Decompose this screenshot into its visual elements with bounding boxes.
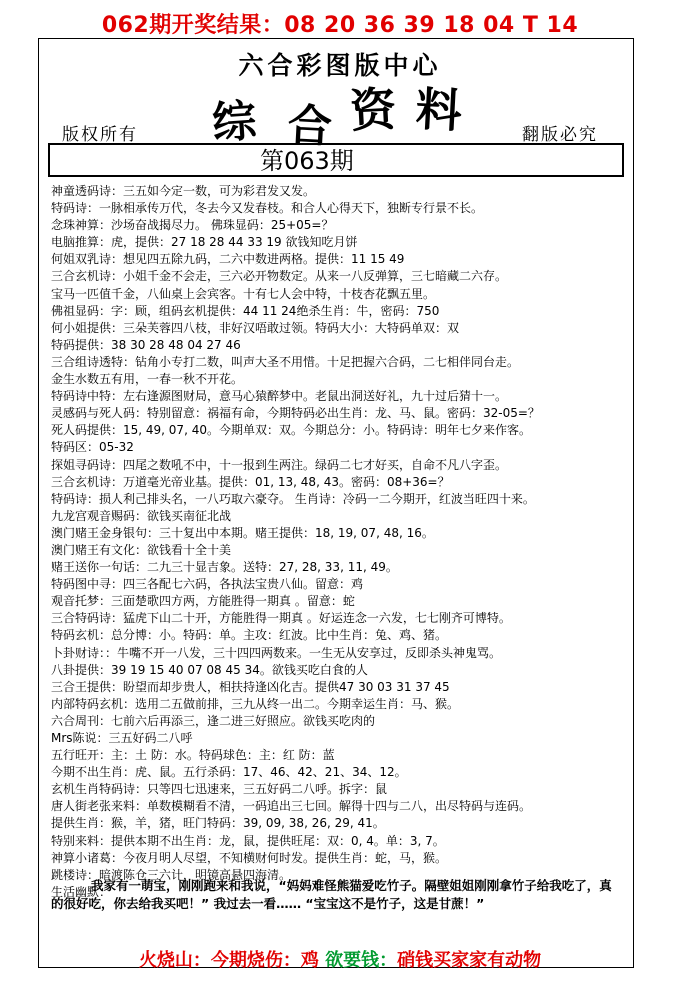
tip-line: 特码玄机：总分博：小。特码：单。主攻：红波。比中生肖：兔、鸡、猪。 [51,628,448,643]
tip-line: 探姐寻码诗：四尾之数吼不中，十一报到生两注。绿码二七才好买，自命不凡八字歪。 [51,457,508,472]
tips-list [51,183,627,901]
footer-slogan [0,946,680,972]
tip-line: 金生水数五有用，一春一秋不开花。 [51,372,244,387]
tip-line: 卜卦财诗：：牛嘴不开一八发，三十四四两数来。一生无从安享过，反即杀头神鬼骂。 [51,645,502,660]
tip-line: 三合玄机诗：万道毫光帝业基。提供：01, 13, 48, 43。密码：08+36=？ [51,474,450,489]
big-title-char-2: 合 [286,99,334,154]
tip-line: 赌王送你一句话：二九三十显吉象。送特：27, 28, 33, 11, 49。 [51,560,398,575]
tip-line: 特码诗：损人利己排头名，一八巧取六豪夺。 生肖诗：冷码一二今期开，红波当旺四十来。 [51,491,535,506]
tip-line: 三合组诗透特：钻角小专打二数，叫声大圣不用惜。十足把握六合码，二七相伴同台走。 [51,354,520,369]
tip-line: 三合王提供：盼望而却步贵人，相扶持逢凶化吉。提供47 30 03 31 37 45 [51,679,450,694]
tip-line: 电脑推算：虎，提供：27 18 28 44 33 19 欲钱知吃月饼 [51,235,358,250]
tip-line: 五行旺开：主：土 防：水。特码球色：主：红 防：蓝 [51,748,335,763]
tip-line: 特码诗中特：左右逢源图财局，意马心猿醉梦中。老鼠出洞送好礼，九十过后猜十一。 [51,389,508,404]
tip-line: 何姐双乳诗：想见四五除九码，二六中数进两格。提供：11 15 49 [51,252,405,267]
tip-line: 提供生肖：猴，羊，猪，旺门特码：39, 09, 38, 26, 29, 41。 [51,816,385,831]
copyright-right: 翻版必究 [522,125,598,145]
tip-line: 宝马一匹值千金，八仙桌上会宾客。十有七人会中特，十枝杏花飘五里。 [51,286,436,301]
tip-line: Mrs陈说：三五好码二八呼 [51,731,193,745]
tip-line: 今期不出生肖：虎、鼠。五行杀码：17、46、42、21、34、12。 [51,765,407,780]
humor-story: 我家有一萌宝，刚刚跑来和我说，“妈妈难怪熊猫爱吃竹子。隔壁姐姐刚刚拿竹子给我吃了，真的很好吃，你去给我买吧！” 我过去一看…… “宝宝这不是竹子，这是甘蔗！” [51,878,612,911]
tip-line: 内部特码玄机：选用二五做前排，三九从终一出二。今期幸运生肖：马、猴。 [51,696,460,711]
tip-line: 何小姐提供：三朵芙蓉四八枝，非好汉唔敢过领。特码大小：大特码单双：双 [51,320,460,335]
tip-line: 六合周刊：七前六后再添三，逢二进三好照应。欲钱买吃肉的 [51,713,376,728]
issue-box [48,143,624,177]
tip-line: 观音托梦：三面楚歌四方两，方能胜得一期真 。留意：蛇 [51,594,355,609]
tip-line: 八卦提供：39 19 15 40 07 08 45 34。欲钱买吃白食的人 [51,662,368,677]
tip-line: 九龙宫观音赐码：欲钱买南征北战 [51,508,232,523]
footer-part-1: 火烧山：今期烧伤：鸡 [138,950,326,971]
issue-number: 第063期 [260,147,354,175]
big-title-char-3: 资 [348,81,398,139]
site-title: 六合彩图版中心 [238,51,442,80]
tip-line: 死人码提供：15, 49, 07, 40。今期单双：双。今期总分：小。特码诗：明年七夕来作客。 [51,423,531,438]
draw-result-banner: 062期开奖结果：08 20 36 39 18 04 T 14 [101,13,579,38]
tip-line: 玄机生肖特码诗：只等四七迅速来，三五好码二八呼。拆字：鼠 [51,782,388,797]
tip-line: 特别来料：提供本期不出生肖：龙，鼠，提供旺尾：双：0, 4。单：3, 7。 [51,833,445,848]
tip-line: 佛祖显码：字：顾，组码玄机提供：44 11 24绝杀生肖：牛，密码：750 [51,303,440,318]
tip-line: 跳楼诗：暗渡陈仓三六计，明镜高悬四海清。 [51,867,292,882]
tip-line: 神算小诸葛：今夜月明人尽望，不知横财何时发。提供生肖：蛇，马，猴。 [51,850,448,865]
tip-line: 唐人街老张来料：单数模糊看不清，一码追出三七回。解得十四与二八，出尽特码与连码。 [51,799,532,814]
tip-line: 灵感码与死人码：特别留意：祸福有命，今期特码必出生肖：龙、马、鼠。密码：32-05=？ [51,406,540,421]
tip-line: 特码提供：38 30 28 48 04 27 46 [51,337,241,352]
tip-line: 澳门赌王有文化：欲钱看十全十美 [51,542,232,557]
tip-line: 特码诗：一脉相承传万代，冬去今又发春枝。和合人心得天下，独断专行景不长。 [51,201,484,216]
tip-line: 念珠神算：沙场奋战揭尽力。 佛珠显码：25+05=？ [51,218,334,233]
footer-part-2: 欲要钱： [325,950,398,971]
copyright-left: 版权所有 [62,125,138,145]
tip-line: 澳门赌王金身银句：三十复出中本期。赌王提供：18, 19, 07, 48, 16。 [51,525,434,540]
tip-line: 特码区：05-32 [51,440,134,455]
footer-part-3: 硝钱买家家有动物 [397,950,542,971]
tip-line: 三合玄机诗：小姐千金不会走，三六必开物数定。从来一八反弹算，三七暗藏二六存。 [51,269,508,284]
tip-line: 特码图中寻：四三各配七六码，各执法宝贵八仙。留意：鸡 [51,577,364,592]
tip-line: 三合特码诗：猛虎下山二十开，方能胜得一期真 。好运连念一六发，七七刚齐可博特。 [51,611,511,626]
tip-line: 生活幽默： [51,884,112,899]
tip-line: 神童透码诗：三五如今定一数，可为彩君发又发。 [51,184,316,198]
big-title-char-1: 综 [210,95,259,150]
big-title-char-4: 料 [414,81,464,139]
